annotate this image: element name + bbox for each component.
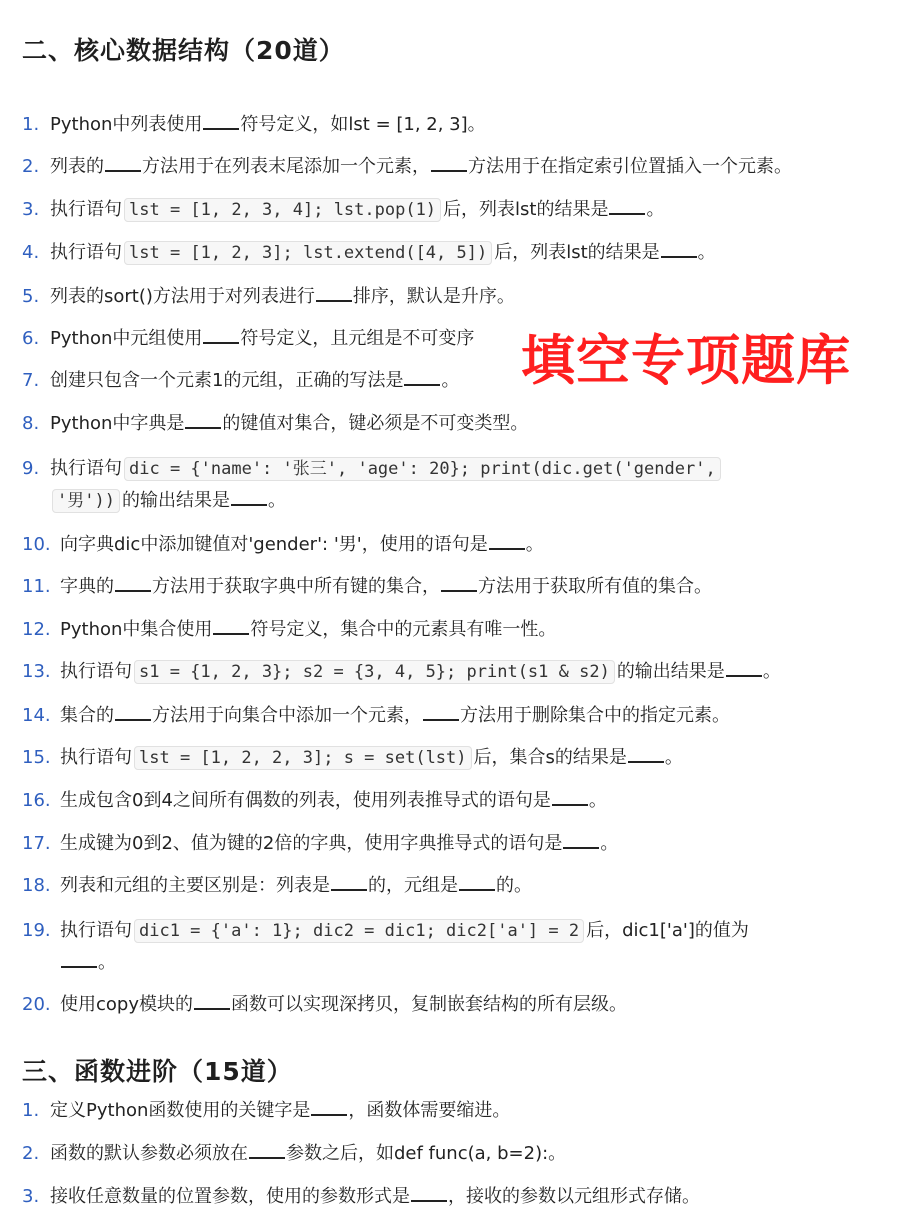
item-number: 6.	[22, 328, 40, 349]
answer-blank[interactable]	[194, 1006, 230, 1010]
section-title-data-structures: 二、核心数据结构（20道）	[22, 36, 345, 65]
answer-blank[interactable]	[423, 717, 459, 721]
item-number: 1.	[22, 1100, 40, 1121]
list-item: 1. Python中列表使用 符号定义，如lst = [1, 2, 3]。	[22, 112, 910, 138]
list-item: 6. Python中元组使用 符号定义，且元组是不可变序	[22, 326, 910, 352]
code-snippet: dic = {'name': '张三', 'age': 20}; print(dic.get('gender',	[124, 457, 721, 481]
watermark-title: 填空专项题库	[521, 329, 851, 392]
list-item: 3. 接收任意数量的位置参数，使用的参数形式是 ，接收的参数以元组形式存储。	[22, 1184, 910, 1210]
section-title-functions: 三、函数进阶（15道）	[22, 1057, 293, 1086]
item-number: 13.	[22, 661, 51, 682]
item-number: 2.	[22, 156, 40, 177]
answer-blank[interactable]	[61, 964, 97, 968]
list-item: 17. 生成键为0到2、值为键的2倍的字典，使用字典推导式的语句是 。	[22, 831, 910, 857]
answer-blank[interactable]	[628, 759, 664, 763]
list-item: 2. 列表的 方法用于在列表末尾添加一个元素， 方法用于在指定索引位置插入一个元素。	[22, 154, 910, 180]
list-item: 1. 定义Python函数使用的关键字是 ，函数体需要缩进。	[22, 1098, 910, 1124]
list-item: 20. 使用copy模块的 函数可以实现深拷贝，复制嵌套结构的所有层级。	[22, 992, 910, 1018]
answer-blank[interactable]	[249, 1155, 285, 1159]
item-number: 16.	[22, 790, 51, 811]
answer-blank[interactable]	[213, 631, 249, 635]
list-item: 19. 执行语句 dic1 = {'a': 1}; dic2 = dic1; dic2['a'] = 2 后，dic1['a']的值为 。	[22, 915, 910, 979]
list-item: 15. 执行语句 lst = [1, 2, 2, 3]; s = set(lst) 后，集合s的结果是 。	[22, 745, 910, 771]
code-snippet: lst = [1, 2, 3]; lst.extend([4, 5])	[124, 241, 492, 265]
answer-blank[interactable]	[316, 298, 352, 302]
list-item: 4. 执行语句 lst = [1, 2, 3]; lst.extend([4, 5]) 后，列表lst的结果是 。	[22, 240, 910, 266]
item-number: 10.	[22, 534, 51, 555]
list-item: 16. 生成包含0到4之间所有偶数的列表，使用列表推导式的语句是 。	[22, 788, 910, 814]
answer-blank[interactable]	[331, 887, 367, 891]
code-snippet: lst = [1, 2, 3, 4]; lst.pop(1)	[124, 198, 441, 222]
item-number: 15.	[22, 747, 51, 768]
list-item: 13. 执行语句 s1 = {1, 2, 3}; s2 = {3, 4, 5}; print(s1 & s2) 的输出结果是 。	[22, 659, 910, 685]
answer-blank[interactable]	[726, 673, 762, 677]
list-item: 11. 字典的 方法用于获取字典中所有键的集合， 方法用于获取所有值的集合。	[22, 574, 910, 600]
answer-blank[interactable]	[441, 588, 477, 592]
list-item: 10. 向字典dic中添加键值对'gender': '男'，使用的语句是 。	[22, 532, 910, 558]
list-item: 12. Python中集合使用 符号定义，集合中的元素具有唯一性。	[22, 617, 910, 643]
answer-blank[interactable]	[459, 887, 495, 891]
list-item: 18. 列表和元组的主要区别是：列表是 的，元组是 的。	[22, 873, 910, 899]
list-item: 8. Python中字典是 的键值对集合，键必须是不可变类型。	[22, 411, 910, 437]
item-number: 11.	[22, 576, 51, 597]
answer-blank[interactable]	[431, 168, 467, 172]
code-snippet: dic1 = {'a': 1}; dic2 = dic1; dic2['a'] = 2	[134, 919, 584, 943]
item-number: 12.	[22, 619, 51, 640]
answer-blank[interactable]	[563, 845, 599, 849]
list-item: 14. 集合的 方法用于向集合中添加一个元素， 方法用于删除集合中的指定元素。	[22, 703, 910, 729]
answer-blank[interactable]	[311, 1112, 347, 1116]
item-number: 3.	[22, 199, 40, 220]
item-number: 17.	[22, 833, 51, 854]
answer-blank[interactable]	[185, 425, 221, 429]
answer-blank[interactable]	[115, 588, 151, 592]
code-snippet-continued: '男'))	[52, 489, 120, 513]
item-number: 14.	[22, 705, 51, 726]
answer-blank[interactable]	[115, 717, 151, 721]
answer-blank[interactable]	[489, 546, 525, 550]
item-number: 9.	[22, 458, 40, 479]
answer-blank[interactable]	[203, 126, 239, 130]
answer-blank[interactable]	[552, 802, 588, 806]
item-number: 5.	[22, 286, 40, 307]
answer-blank[interactable]	[404, 382, 440, 386]
item-number: 4.	[22, 242, 40, 263]
item-number: 19.	[22, 920, 51, 941]
list-item: 5. 列表的sort()方法用于对列表进行 排序，默认是升序。	[22, 284, 910, 310]
answer-blank[interactable]	[411, 1198, 447, 1202]
list-item: 2. 函数的默认参数必须放在 参数之后，如def func(a, b=2):。	[22, 1141, 910, 1167]
answer-blank[interactable]	[609, 211, 645, 215]
list-item: 7. 创建只包含一个元素1的元组，正确的写法是 。	[22, 368, 910, 394]
item-number: 1.	[22, 114, 40, 135]
item-number: 2.	[22, 1143, 40, 1164]
answer-blank[interactable]	[231, 502, 267, 506]
item-number: 18.	[22, 875, 51, 896]
item-number: 20.	[22, 994, 51, 1015]
code-snippet: lst = [1, 2, 2, 3]; s = set(lst)	[134, 746, 472, 770]
answer-blank[interactable]	[105, 168, 141, 172]
list-item: 9. 执行语句 dic = {'name': '张三', 'age': 20}; print(dic.get('gender', '男')) 的输出结果是 。	[22, 453, 910, 517]
item-number: 3.	[22, 1186, 40, 1207]
item-number: 8.	[22, 413, 40, 434]
list-item: 3. 执行语句 lst = [1, 2, 3, 4]; lst.pop(1) 后，列表lst的结果是 。	[22, 197, 910, 223]
item-number: 7.	[22, 370, 40, 391]
answer-blank[interactable]	[661, 254, 697, 258]
answer-blank[interactable]	[203, 340, 239, 344]
code-snippet: s1 = {1, 2, 3}; s2 = {3, 4, 5}; print(s1 & s2)	[134, 660, 615, 684]
